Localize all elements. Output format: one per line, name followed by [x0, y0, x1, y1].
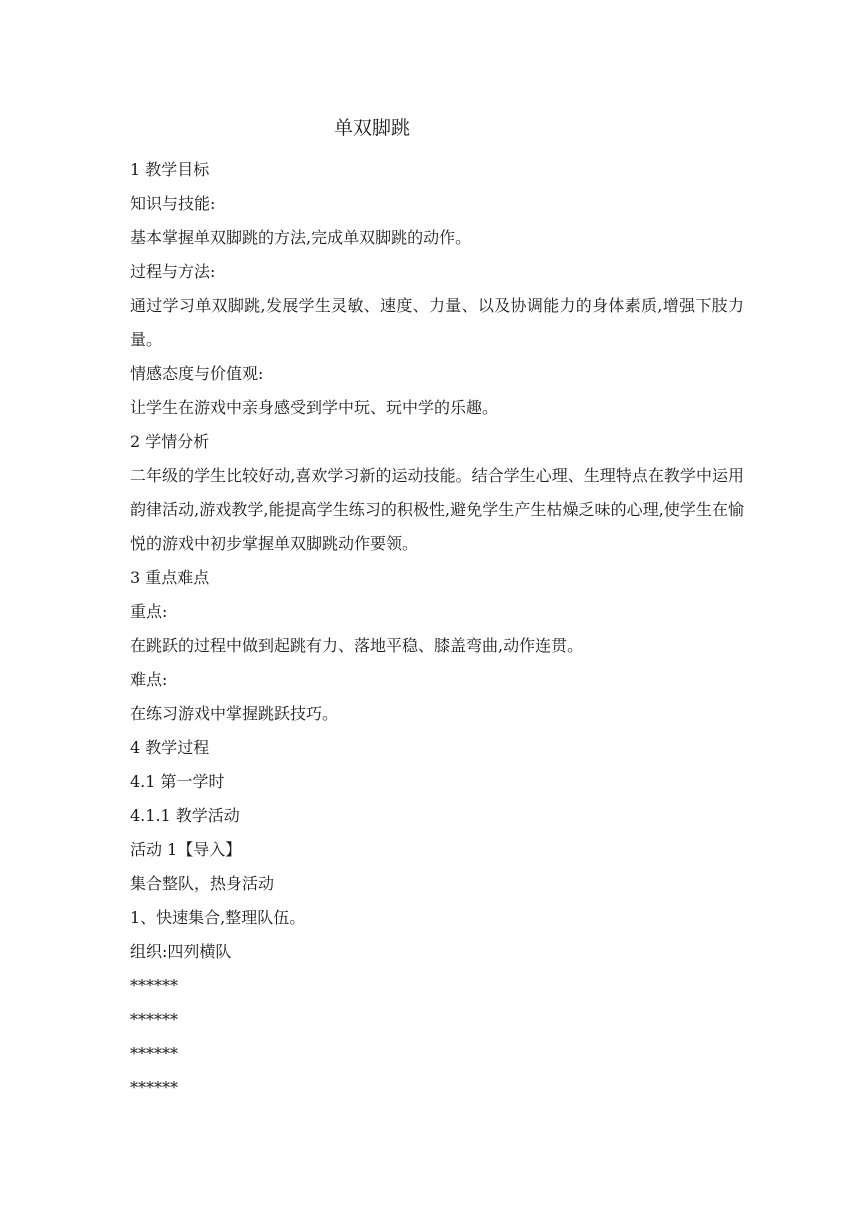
subheading-knowledge-skills: 知识与技能:: [130, 194, 216, 213]
paragraph-process-method: 通过学习单双脚跳,发展学生灵敏、速度、力量、以及协调能力的身体素质,增强下肢力量。: [130, 296, 744, 349]
document-body: [130, 153, 744, 1105]
formation-row: ******: [130, 1044, 178, 1063]
heading-teaching-goals: 1 教学目标: [130, 160, 210, 179]
paragraph-difficulty: 在练习游戏中掌握跳跃技巧。: [130, 704, 339, 723]
paragraph-knowledge-skills: 基本掌握单双脚跳的方法,完成单双脚跳的动作。: [130, 228, 472, 247]
subheading-difficulty: 难点:: [130, 670, 168, 689]
document-title: 单双脚跳: [334, 117, 411, 139]
paragraph-key-point: 在跳跃的过程中做到起跳有力、落地平稳、膝盖弯曲,动作连贯。: [130, 636, 584, 655]
subheading-process-method: 过程与方法:: [130, 262, 216, 281]
formation-row: ******: [130, 1078, 178, 1097]
paragraph-quick-assembly: 1、快速集合,整理队伍。: [130, 908, 306, 927]
heading-activity-1: 活动 1【导入】: [130, 840, 242, 859]
heading-teaching-activities: 4.1.1 教学活动: [130, 806, 240, 825]
formation-row: ******: [130, 976, 178, 995]
paragraph-attitude-values: 让学生在游戏中亲身感受到学中玩、玩中学的乐趣。: [130, 398, 499, 417]
subheading-key-point: 重点:: [130, 602, 168, 621]
paragraph-assembly-warmup: 集合整队，热身活动: [130, 874, 275, 893]
subheading-attitude-values: 情感态度与价值观:: [130, 364, 264, 383]
heading-first-lesson: 4.1 第一学时: [130, 772, 225, 791]
paragraph-student-analysis: 二年级的学生比较好动,喜欢学习新的运动技能。结合学生心理、生理特点在教学中运用韵律活动,游戏教学,能提高学生练习的积极性,避免学生产生枯燥乏味的心理,使学生在愉悦的游戏中初步掌握单双脚跳动作要领。: [130, 466, 744, 553]
heading-student-analysis: 2 学情分析: [130, 432, 210, 451]
heading-teaching-process: 4 教学过程: [130, 738, 210, 757]
paragraph-formation: 组织:四列横队: [130, 942, 232, 961]
heading-key-points: 3 重点难点: [130, 568, 210, 587]
formation-row: ******: [130, 1010, 178, 1029]
